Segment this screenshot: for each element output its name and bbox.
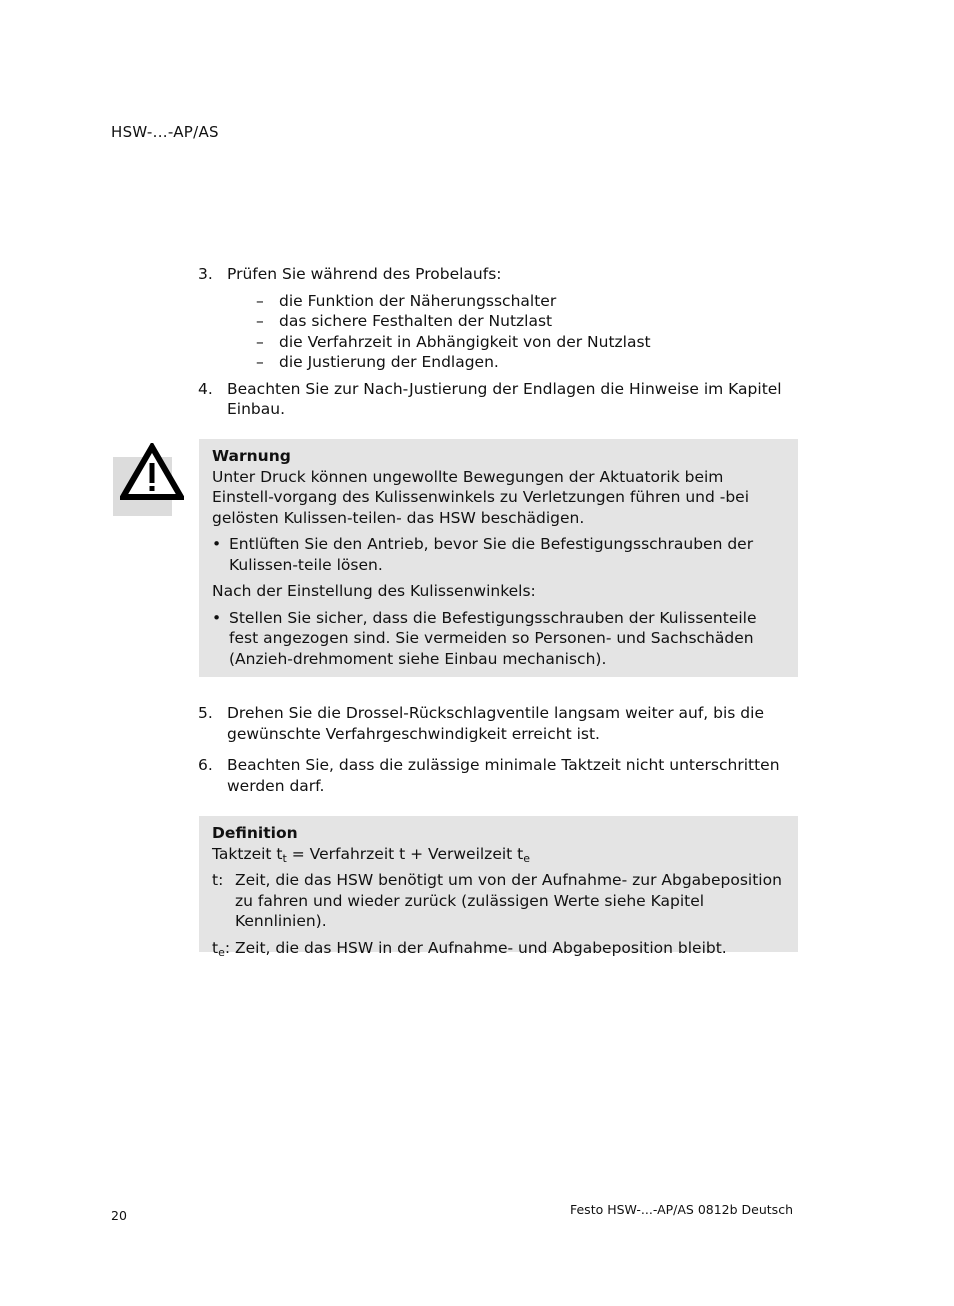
step-text: Prüfen Sie während des Probelaufs: — [227, 265, 502, 283]
steps-list-a — [198, 264, 798, 420]
definition-row — [212, 870, 790, 932]
warning-after-label: Nach der Einstellung des Kulissenwinkels: — [212, 582, 536, 600]
footer-doc-info: Festo HSW-...-AP/AS 0812b Deutsch — [569, 1202, 793, 1217]
page-number: 20 — [111, 1208, 127, 1223]
list-item: – die Verfahrzeit in Abhängigkeit von der Nutzlast — [256, 332, 651, 351]
definition-row — [212, 938, 790, 959]
document-header-code: HSW-...-AP/AS — [111, 123, 219, 141]
definition-formula: Taktzeit $t_t$ = Verfahrzeit t + Verweilzeit $t_e$ — [212, 844, 531, 865]
definition-text: Zeit, die das HSW benötigt um von der Aufnahme- zur Abgabeposition zu fahren und wieder zurück (zulässigen Werte siehe Kapitel Kennlinien). — [235, 871, 782, 930]
warning-triangle-icon — [120, 443, 184, 501]
list-item: – das sichere Festhalten der Nutzlast — [256, 312, 553, 330]
step-item — [198, 703, 798, 744]
step-item — [198, 755, 798, 796]
check-list — [256, 291, 798, 373]
definition-title: Definition — [212, 824, 298, 842]
step-item — [198, 379, 798, 420]
definition-term: $t_e$: — [212, 938, 231, 959]
step-item — [198, 264, 798, 379]
step-number: 5. — [198, 704, 213, 722]
warning-bullet: • Entlüften Sie den Antrieb, bevor Sie die Befestigungsschrauben der Kulissen-teile lösen. — [212, 534, 790, 575]
warning-bullet: • Stellen Sie sicher, dass die Befestigungsschrauben der Kulissenteile fest angezogen sind. Sie vermeiden so Personen- und Sachschäden (Anzieh-drehmoment siehe Einbau mechanisch). — [212, 608, 790, 670]
steps-list-b — [198, 703, 798, 796]
step-text: Drehen Sie die Drossel-Rückschlagventile langsam weiter auf, bis die gewünschte Verfahrgeschwindigkeit erreicht ist. — [227, 704, 764, 743]
definition-box — [199, 816, 798, 959]
step-number: 4. — [198, 379, 213, 398]
warning-intro: Unter Druck können ungewollte Bewegungen der Aktuatorik beim Einstell-vorgang des Kulissenwinkels zu Verletzungen führen und -bei gelösten Kulissen-teilen- das HSW beschädigen. — [212, 467, 750, 527]
step-text: Beachten Sie zur Nach-Justierung der Endlagen die Hinweise im Kapitel Einbau. — [227, 379, 782, 418]
definition-term: t: — [212, 871, 224, 889]
list-item: – die Funktion der Näherungsschalter — [256, 291, 557, 310]
step-text: Beachten Sie, dass die zulässige minimale Taktzeit nicht unterschritten werden darf. — [227, 756, 780, 795]
definition-text: Zeit, die das HSW in der Aufnahme- und Abgabeposition bleibt. — [235, 938, 727, 957]
warning-box — [199, 439, 798, 677]
step-number: 3. — [198, 265, 213, 283]
warning-title: Warnung — [212, 447, 291, 465]
bullet-text: Entlüften Sie den Antrieb, bevor Sie die Befestigungsschrauben der Kulissen-teile lösen. — [229, 535, 754, 574]
step-number: 6. — [198, 756, 213, 774]
bullet-text: Stellen Sie sicher, dass die Befestigungsschrauben der Kulissenteile fest angezogen sind. Sie vermeiden so Personen- und Sachschäden (Anzieh-drehmoment siehe Einbau mechanisch). — [229, 608, 757, 668]
list-item: – die Justierung der Endlagen. — [256, 353, 499, 371]
